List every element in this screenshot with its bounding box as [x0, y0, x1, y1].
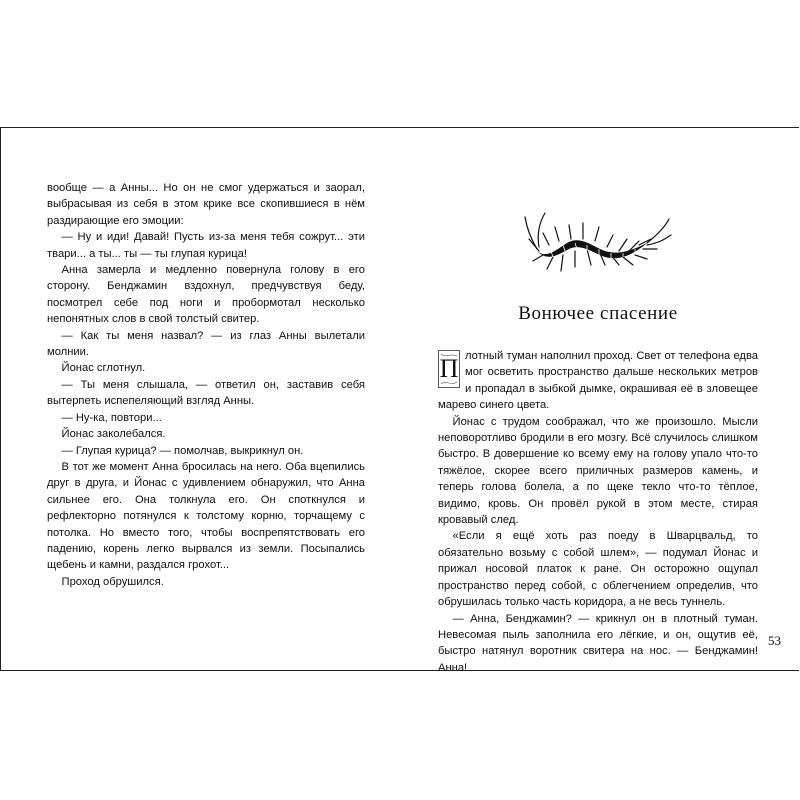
- page-number: 53: [768, 633, 781, 648]
- dropcap: [438, 350, 460, 388]
- chapter-title: Вонючее спасение: [518, 303, 678, 324]
- paragraph: — Глупая курица? — помолчав, выкрикнул он.: [61, 444, 304, 457]
- dropcap-letter: П: [439, 354, 459, 383]
- paragraph: — Анна, Бенджамин? — крикнул он в плотный туман. Невесомая пыль заполнила его лёгкие, и он, ощутив её, быстро натянул воротник свитера на нос. — Бенджамин! Анна!: [438, 612, 758, 674]
- book-spread: [0, 127, 799, 674]
- paragraph: — Ты меня слышала, — ответил он, заставив себя вытерпеть испепеляющий взгляд Анны.: [47, 378, 365, 408]
- paragraph: В тот же момент Анна бросилась на него. Оба вцепились друг в друга, и Йонас с удивлением обнаружил, что Анна сильнее его. Она толкнула его. Он споткнулся и рефлекторно потянулся к толстому корню, торчащему с потолка. Но вместо того, чтобы воспрепятствовать его падению, корень легко вырвался из земли. Посыпались щебень и камни, раздался грохот...: [47, 460, 365, 572]
- paragraph: — Ну-ка, повтори...: [61, 411, 162, 424]
- first-paragraph-text: лотный туман наполнил проход. Свет от телефона едва мог осветить пространство дальше нескольких метров и пропадал в зыбкой дымке, окрашивая её в зловещее марево синего цвета.: [438, 350, 758, 412]
- paragraph: Анна замерла и медленно повернула голову в его сторону. Бенджамин вздохнул, предчувствуя беду, посмотрел себе под ноги и пробормотал несколько непонятных слов в свой толстый свитер.: [47, 264, 365, 326]
- paragraph: Проход обрушился.: [61, 575, 164, 588]
- paragraph: Йонас сглотнул.: [61, 362, 146, 375]
- left-page-text: [47, 180, 365, 590]
- paragraph: «Если я ещё хоть раз поеду в Шварцвальд, то обязательно возьму с собой шлем», — подумал Йонас и прижал носовой платок к ране. Он осторожно ощупал пространство перед собой, с облегчением определив, что обрушилась только часть коридора, а не весь туннель.: [438, 530, 758, 609]
- first-paragraph: [438, 348, 758, 414]
- paragraph: вообще — а Анны... Но он не смог удержаться и заорал, выбрасывая из себя в этом крике все скопившиеся в нём раздирающие его эмоции:: [47, 182, 365, 227]
- paragraph: Йонас с трудом соображал, что же произошло. Мысли неповоротливо бродили в его мозгу. Всё случилось слишком быстро. В довершение ко всему ему на голову упало что-то тяжёлое, скорее всего приличных размеров камень, и теперь голова болела, а по щеке текло что-то тёплое, видимо, кровь. Он провёл рукой в этом месте, стирая кровавый след.: [438, 415, 758, 527]
- paragraph: Йонас заколебался.: [61, 428, 166, 441]
- paragraph: — Как ты меня назвал? — из глаз Анны вылетали молнии.: [47, 329, 365, 359]
- centipede-icon: [523, 199, 673, 287]
- right-page-text: [438, 348, 758, 676]
- paragraph: — Ну и иди! Давай! Пусть из-за меня тебя сожрут... эти твари... а ты... ты — ты глупая курица!: [47, 231, 365, 260]
